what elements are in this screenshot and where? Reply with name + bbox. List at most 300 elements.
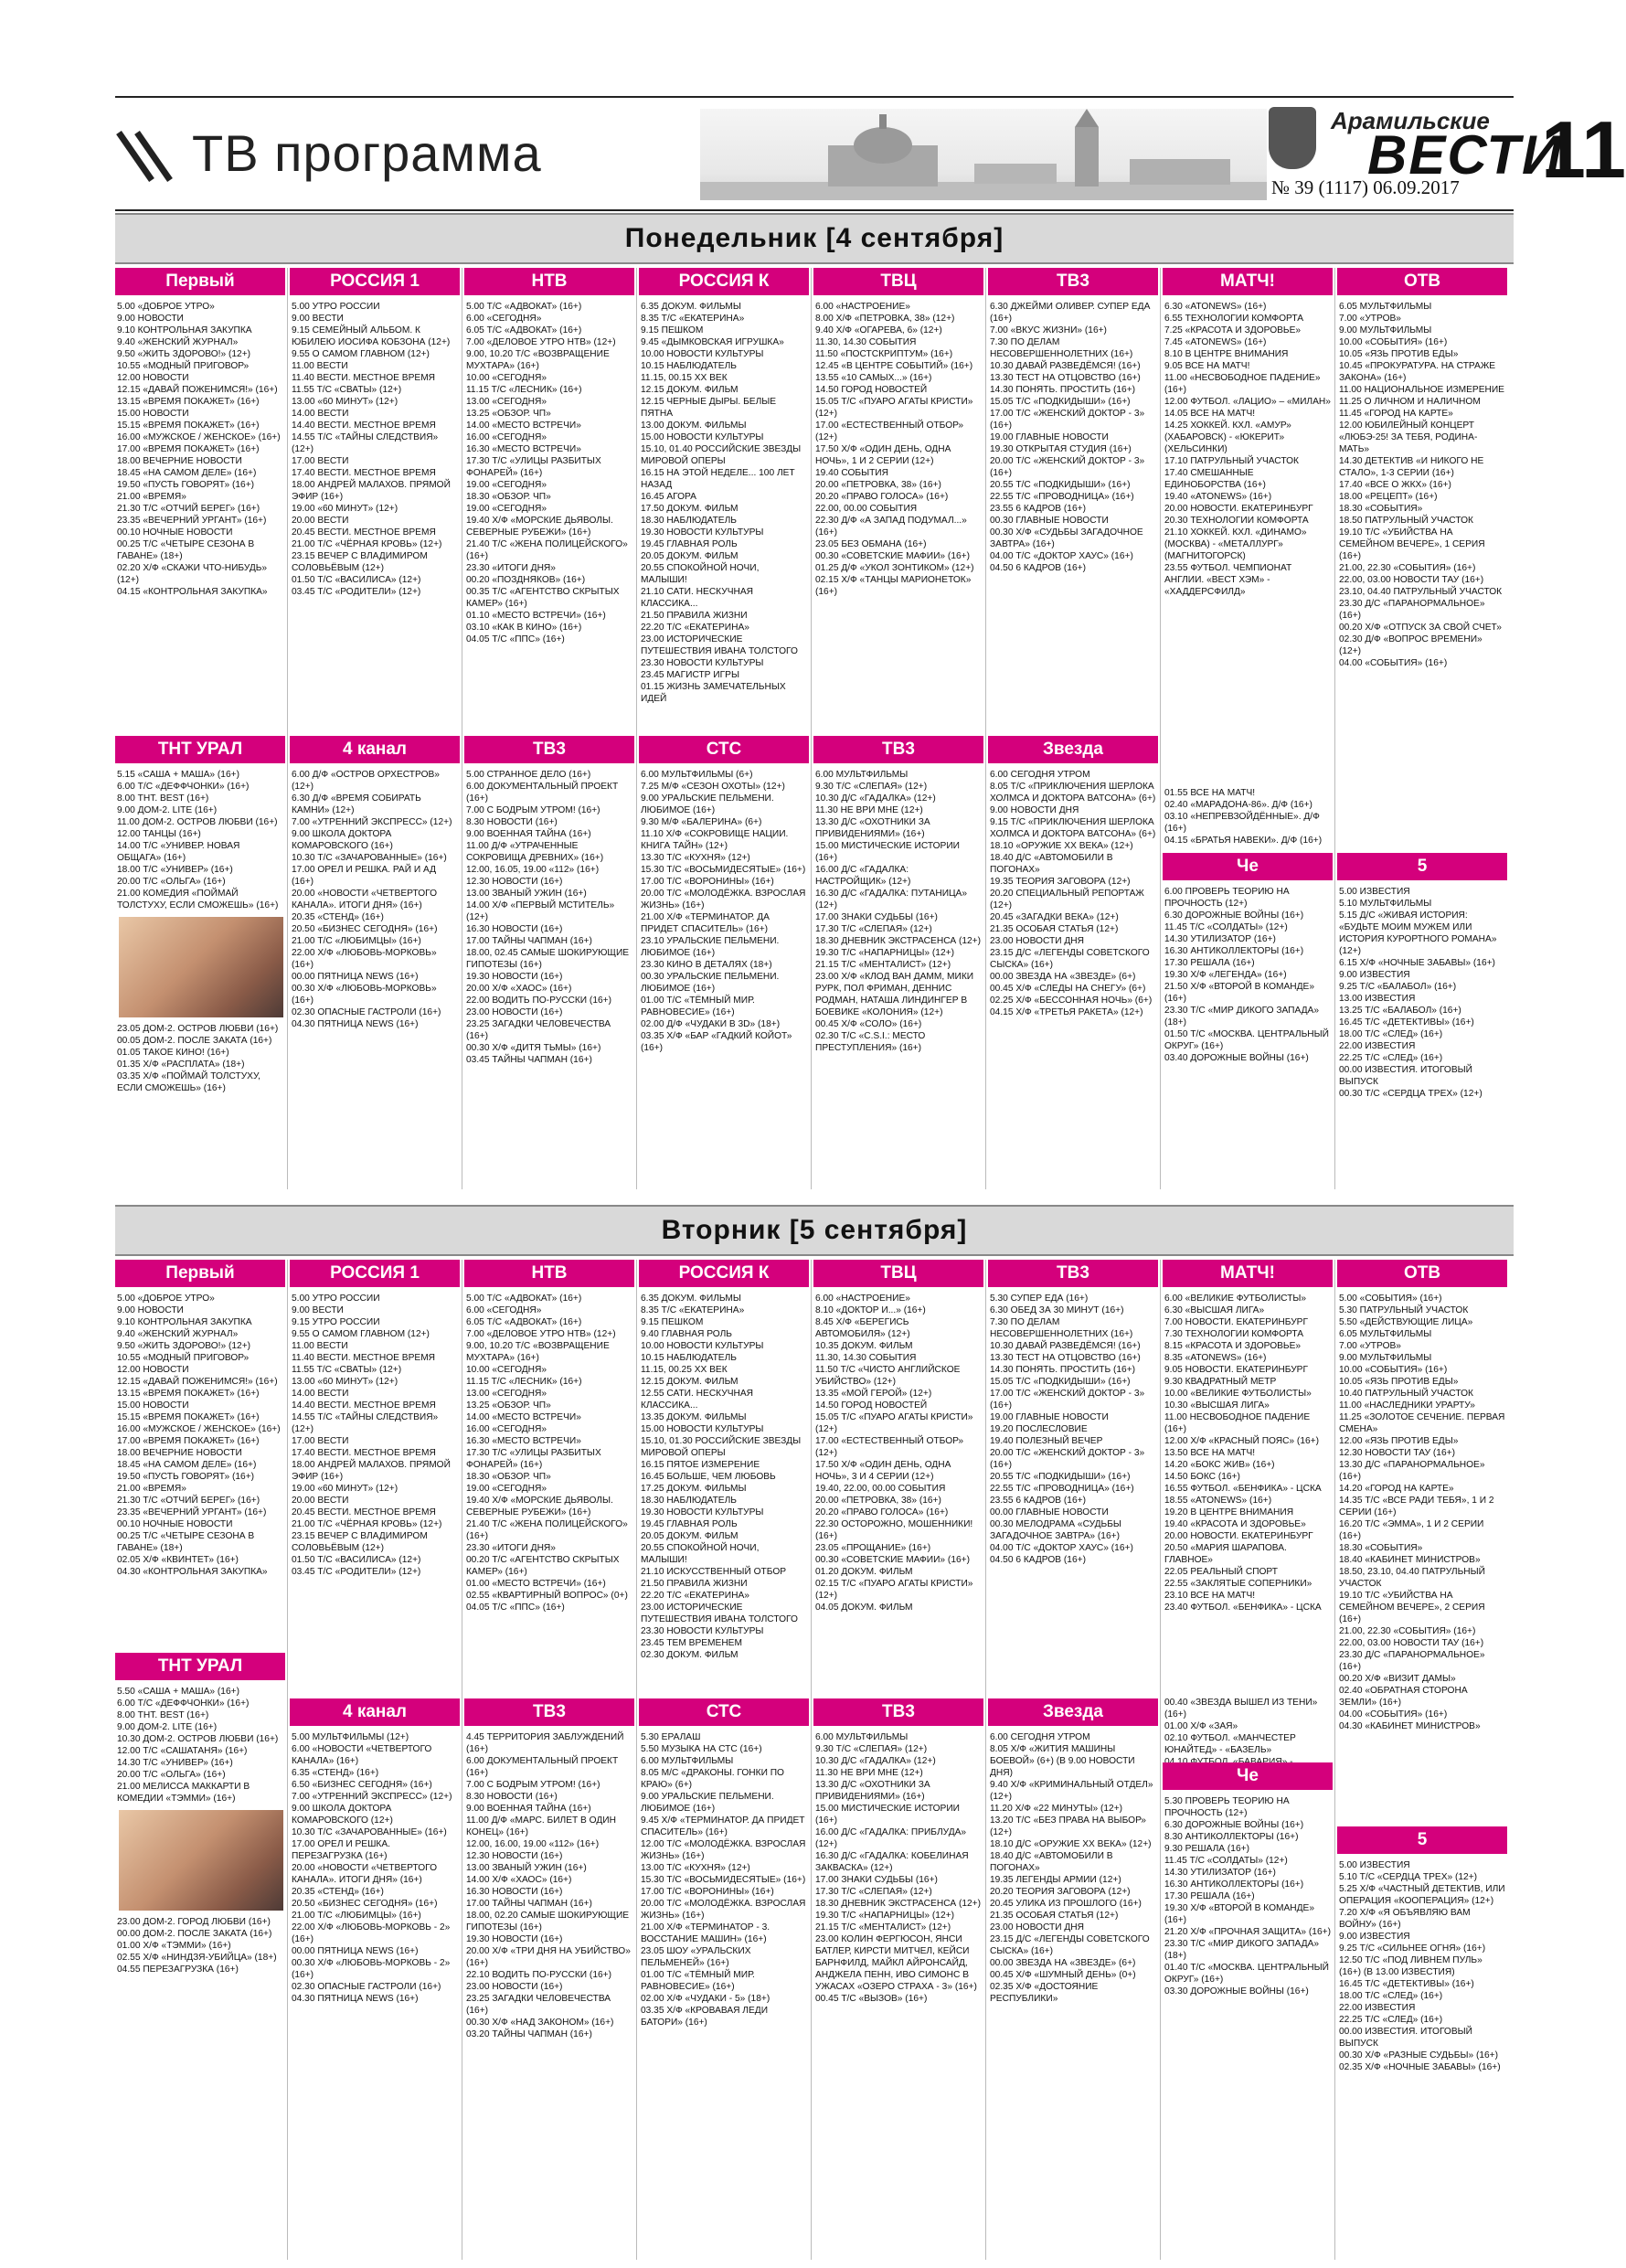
program-item: 11.00 Д/Ф «УТРАЧЕННЫЕ СОКРОВИЩА ДРЕВНИХ» (16+) (466, 841, 604, 863)
program-item: 19.40 Х/Ф «МОРСКИЕ ДЬЯВОЛЫ. СЕВЕРНЫЕ РУБЕЖИ» (16+) (466, 516, 613, 538)
program-item: 12.15 ДОКУМ. ФИЛЬМ (641, 385, 739, 395)
program-list (466, 1293, 632, 1613)
program-item: 13.30 ТЕСТ НА ОТЦОВСТВО (16+) (990, 373, 1141, 383)
program-item: 20.45 «ЗАГАДКИ ВЕКА» (12+) (990, 912, 1119, 922)
program-item: 6.00 ПРОВЕРЬ ТЕОРИЮ НА ПРОЧНОСТЬ (12+) (1164, 887, 1290, 909)
program-item: 9.00 ВОЕННАЯ ТАЙНА (16+) (466, 1804, 591, 1814)
program-item: 7.00 «ВКУС ЖИЗНИ» (16+) (990, 325, 1107, 335)
program-item: 6.30 ОБЕД ЗА 30 МИНУТ (16+) (990, 1305, 1124, 1315)
program-item: 10.40 ПАТРУЛЬНЫЙ УЧАСТОК (1339, 1389, 1473, 1399)
program-item: 18.00 ВЕЧЕРНИЕ НОВОСТИ (117, 456, 242, 466)
program-item: 23.00 ИСТОРИЧЕСКИЕ ПУТЕШЕСТВИЯ ИВАНА ТОЛСТОГО (641, 634, 798, 656)
program-item: 13.00 Т/С «КУХНЯ» (12+) (641, 1863, 750, 1873)
program-item: 19.30 НОВОСТИ КУЛЬТУРЫ (641, 1507, 764, 1517)
program-item: 03.10 «НЕПРЕВЗОЙДЁННЫЕ». Д/Ф (16+) (1164, 812, 1320, 834)
program-item: 8.45 Х/Ф «БЕРЕГИСЬ АВТОМОБИЛЯ» (12+) (815, 1317, 910, 1339)
program-item: 7.20 Х/Ф «Я ОБЪЯВЛЯЮ ВАМ ВОЙНУ» (16+) (1339, 1908, 1471, 1930)
program-item: 11.40 ВЕСТИ. МЕСТНОЕ ВРЕМЯ (292, 373, 436, 383)
program-item: 01.00 Х/Ф «ЗАЯ» (1164, 1721, 1238, 1731)
channel-logo (290, 736, 460, 763)
program-item: 10.05 «ЯЗЬ ПРОТИВ ЕДЫ» (1339, 1377, 1459, 1387)
program-item: 11.45 Т/С «СОЛДАТЫ» (12+) (1164, 922, 1288, 932)
channel-logo (639, 268, 809, 295)
program-item: 23.55 ФУТБОЛ. ЧЕМПИОНАТ АНГЛИИ. «ВЕСТ ХЭМ» - «ХАДДЕРСФИЛД» (1164, 563, 1292, 597)
channel-name: РОССИЯ К (678, 1263, 770, 1283)
program-item: 10.05 «ЯЗЬ ПРОТИВ ЕДЫ» (1339, 349, 1459, 359)
program-item: 12.00 НОВОСТИ (117, 373, 189, 383)
program-item: 03.45 Т/С «РОДИТЕЛИ» (12+) (292, 1567, 421, 1577)
program-item: 20.20 ТЕОРИЯ ЗАГОВОРА (12+) (990, 1887, 1131, 1897)
program-item: 10.15 НАБЛЮДАТЕЛЬ (641, 361, 737, 371)
program-item: 17.00 «ВРЕМЯ ПОКАЖЕТ» (16+) (117, 444, 260, 454)
program-item: 16.30 АНТИКОЛЛЕКТОРЫ (16+) (1164, 946, 1304, 956)
program-item: 10.45 «ПРОКУРАТУРА. НА СТРАЖЕ ЗАКОНА» (16+) (1339, 361, 1496, 383)
program-list (466, 301, 632, 645)
channel-name: СТС (706, 1702, 742, 1721)
program-item: 6.35 «СТЕНД» (16+) (292, 1768, 379, 1778)
program-item: 6.00 ДОКУМЕНТАЛЬНЫЙ ПРОЕКТ (16+) (466, 782, 619, 804)
program-item: 02.15 Т/С «ПУАРО АГАТЫ КРИСТИ» (12+) (815, 1579, 973, 1601)
program-item: 14.40 ВЕСТИ. МЕСТНОЕ ВРЕМЯ (292, 1400, 436, 1411)
day-schedule-monday (115, 268, 1514, 1189)
channel-name: ТВ3 (882, 740, 915, 759)
column-divider (636, 268, 637, 1189)
program-item: 17.50 Х/Ф «ОДИН ДЕНЬ, ОДНА НОЧЬ», 1 И 2 СЕРИИ (12+) (815, 444, 951, 466)
program-item: 00.30 Х/Ф «СУДЬБЫ ЗАГАДОЧНОЕ ЗАВТРА» (16+) (990, 527, 1143, 549)
channel-column (988, 268, 1158, 1189)
channel-name: РОССИЯ 1 (330, 1263, 420, 1283)
program-item: 23.15 Д/С «ЛЕГЕНДЫ СОВЕТСКОГО СЫСКА» (16+) (990, 948, 1150, 970)
channel-logo (639, 736, 809, 763)
channel-block (639, 736, 809, 1054)
program-item: 6.55 ТЕХНОЛОГИИ КОМФОРТА (1164, 314, 1304, 324)
program-item: 19.30 Х/Ф «ВТОРОЙ В КОМАНДЕ» (16+) (1164, 1903, 1315, 1925)
program-item: 8.30 НОВОСТИ (16+) (466, 817, 558, 827)
channel-block (639, 268, 809, 705)
program-item: 5.30 ПРОВЕРЬ ТЕОРИЮ НА ПРОЧНОСТЬ (12+) (1164, 1796, 1290, 1818)
program-item: 21.10 ИСКУССТВЕННЫЙ ОТБОР (641, 1567, 787, 1577)
program-item: 14.50 БОКС (16+) (1164, 1472, 1240, 1482)
program-item: 15.10, 01.40 РОССИЙСКИЕ ЗВЕЗДЫ МИРОВОЙ ОПЕРЫ (641, 444, 802, 466)
program-item: 15.00 МИСТИЧЕСКИЕ ИСТОРИИ (16+) (815, 1804, 960, 1826)
program-item: 11.15, 00.25 ХХ ВЕК (641, 1365, 728, 1375)
channel-column (639, 268, 809, 1189)
film-still-photo (119, 1810, 283, 1911)
program-item: 23.30 Т/С «МИР ДИКОГО ЗАПАДА» (18+) (1164, 1939, 1319, 1961)
program-item: 02.20 Х/Ф «СКАЖИ ЧТО-НИБУДЬ» (12+) (117, 563, 268, 585)
channel-block (988, 1698, 1158, 2005)
program-list (815, 1731, 982, 2005)
program-item: 18.30 «ОБЗОР. ЧП» (466, 492, 551, 502)
program-item: 19.00 ГЛАВНЫЕ НОВОСТИ (990, 432, 1109, 442)
channel-logo (115, 1653, 285, 1680)
program-item: 6.00 Т/С «ДЕФФЧОНКИ» (16+) (117, 782, 250, 792)
program-item: 5.10 Т/С «СЕРДЦА ТРЕХ» (12+) (1339, 1872, 1478, 1882)
channel-block (290, 1698, 460, 2005)
channel-logo (115, 736, 285, 763)
program-item: 9.40 Х/Ф «ОГАРЕВА, 6» (12+) (815, 325, 942, 335)
program-item: 12.00 «ЯЗЬ ПРОТИВ ЕДЫ» (1339, 1436, 1459, 1446)
program-item: 19.35 ТЕОРИЯ ЗАГОВОРА (12+) (990, 877, 1131, 887)
channel-logo (1163, 1260, 1333, 1287)
program-item: 02.55 «КВАРТИРНЫЙ ВОПРОС» (0+) (466, 1591, 628, 1601)
program-list (990, 769, 1156, 1018)
program-item: 11.00 ВЕСТИ (292, 361, 348, 371)
program-item: 17.00 «ЕСТЕСТВЕННЫЙ ОТБОР» (12+) (815, 1436, 964, 1458)
program-item: 19.45 ГЛАВНАЯ РОЛЬ (641, 1519, 738, 1529)
program-list (1339, 886, 1505, 1100)
program-list (117, 1686, 283, 1805)
day-label: Вторник [5 сентября] (661, 1215, 968, 1245)
program-item: 22.00 Х/Ф «ЛЮБОВЬ-МОРКОВЬ» (16+) (292, 948, 437, 970)
channel-name: ТНТ УРАЛ (157, 1656, 243, 1676)
program-item: 21.00, 22.30 «СОБЫТИЯ» (16+) (1339, 1626, 1476, 1636)
program-item: 6.00 СЕГОДНЯ УТРОМ (990, 770, 1090, 780)
program-item: 20.00 НОВОСТИ. ЕКАТЕРИНБУРГ (1164, 1531, 1313, 1541)
program-item: 15.10, 01.30 РОССИЙСКИЕ ЗВЕЗДЫ МИРОВОЙ ОПЕРЫ (641, 1436, 802, 1458)
channel-name: Первый (165, 272, 235, 291)
program-item: 16.00 «МУЖСКОЕ / ЖЕНСКОЕ» (16+) (117, 1424, 281, 1434)
program-item: 18.40 Д/С «АВТОМОБИЛИ В ПОГОНАХ» (990, 1851, 1113, 1873)
program-item: 23.00 НОВОСТИ (16+) (466, 1982, 563, 1992)
program-item: 6.00 «НАСТРОЕНИЕ» (815, 302, 910, 312)
channel-block (115, 1653, 285, 1975)
program-item: 03.45 Т/С «РОДИТЕЛИ» (12+) (292, 587, 421, 597)
program-item: 9.30 Т/С «СЛЕПАЯ» (12+) (815, 782, 928, 792)
channel-block (464, 1260, 634, 1613)
program-item: 22.00, 03.00 НОВОСТИ ТАУ (16+) (1339, 575, 1484, 585)
brand-name-large: ВЕСТИ (1367, 124, 1564, 186)
program-item: 12.00 ФУТБОЛ. «ЛАЦИО» – «МИЛАН» (1164, 397, 1331, 407)
column-divider (811, 1260, 812, 2260)
program-item: 17.00 ЗНАКИ СУДЬБЫ (16+) (815, 912, 938, 922)
program-item: 20.50 «БИЗНЕС СЕГОДНЯ» (16+) (292, 1899, 438, 1909)
program-item: 8.00 ТНТ. BEST (16+) (117, 1710, 209, 1720)
channel-column (1163, 1260, 1333, 2260)
program-item: 13.30 Д/С «ПАРАНОРМАЛЬНОЕ» (16+) (1339, 1460, 1485, 1482)
program-item: 6.30 ДОРОЖНЫЕ ВОЙНЫ (16+) (1164, 1820, 1304, 1830)
program-item: 01.40 Т/С «МОСКВА. ЦЕНТРАЛЬНЫЙ ОКРУГ» (16+) (1164, 1963, 1329, 1985)
column-divider (985, 1260, 986, 2260)
program-item: 13.25 «ОБЗОР. ЧП» (466, 1400, 551, 1411)
program-item: 20.00 ВЕСТИ (292, 516, 349, 526)
channel-block (988, 268, 1158, 574)
program-item: 20.35 «СТЕНД» (16+) (292, 912, 384, 922)
program-item: 00.30 Х/Ф «РАЗНЫЕ СУДЬБЫ» (16+) (1339, 2050, 1499, 2060)
program-item: 20.55 Т/С «ПОДКИДЫШИ» (16+) (990, 480, 1131, 490)
program-item: 12.00 Х/Ф «КРАСНЫЙ ПОЯС» (16+) (1164, 1436, 1319, 1446)
program-item: 14.00 Т/С «УНИВЕР. НОВАЯ ОБЩАГА» (16+) (117, 841, 240, 863)
program-item: 5.30 ПАТРУЛЬНЫЙ УЧАСТОК (1339, 1305, 1469, 1315)
program-item: 5.50 МУЗЫКА НА СТС (16+) (641, 1744, 762, 1754)
program-item: 9.50 «ЖИТЬ ЗДОРОВО!» (12+) (117, 1341, 251, 1351)
program-item: 22.00, 00.00 СОБЫТИЯ (815, 504, 918, 514)
channel-logo (813, 1260, 983, 1287)
channel-logo (639, 1260, 809, 1287)
program-item: 20.05 ДОКУМ. ФИЛЬМ (641, 551, 739, 561)
program-item: 9.15 Т/С «ПРИКЛЮЧЕНИЯ ШЕРЛОКА ХОЛМСА И ДОКТОРА ВАТСОНА» (6+) (990, 817, 1156, 839)
program-item: 23.30 «ИТОГИ ДНЯ» (466, 1543, 556, 1553)
program-item: 9.10 КОНТРОЛЬНАЯ ЗАКУПКА (117, 325, 252, 335)
program-item: 22.25 Т/С «СЛЕД» (16+) (1339, 2015, 1443, 2025)
program-item: 20.45 УЛИКА ИЗ ПРОШЛОГО (16+) (990, 1899, 1142, 1909)
channel-name: МАТЧ! (1220, 272, 1275, 291)
channel-block (464, 736, 634, 1066)
program-item: 20.45 ВЕСТИ. МЕСТНОЕ ВРЕМЯ (292, 527, 436, 538)
program-item: 02.15 Х/Ф «ТАНЦЫ МАРИОНЕТОК» (16+) (815, 575, 972, 597)
program-item: 14.00 ВЕСТИ (292, 1389, 349, 1399)
program-item: 00.30 ГЛАВНЫЕ НОВОСТИ (990, 516, 1109, 526)
program-item: 00.35 Т/С «АГЕНТСТВО СКРЫТЫХ КАМЕР» (16+) (466, 587, 620, 609)
program-item: 5.50 «ДЕЙСТВУЮЩИЕ ЛИЦА» (1339, 1317, 1473, 1327)
program-item: 20.45 ВЕСТИ. МЕСТНОЕ ВРЕМЯ (292, 1507, 436, 1517)
program-item: 22.00 ВОДИТЬ ПО-РУССКИ (16+) (466, 996, 611, 1006)
channel-block (290, 268, 460, 598)
program-item: 5.15 «САША + МАША» (16+) (117, 770, 239, 780)
program-item: 12.15 ДОКУМ. ФИЛЬМ (641, 1377, 739, 1387)
program-item: 9.00, 10.20 Т/С «ВОЗВРАЩЕНИЕ МУХТАРА» (16+) (466, 1341, 610, 1363)
program-item: 21.50 ПРАВИЛА ЖИЗНИ (641, 1579, 748, 1589)
program-item: 13.00 «СЕГОДНЯ» (466, 1389, 547, 1399)
program-item: 15.15 «ВРЕМЯ ПОКАЖЕТ» (16+) (117, 1412, 260, 1422)
program-item: 18.00 Т/С «УНИВЕР» (16+) (117, 865, 233, 875)
program-list (292, 1731, 458, 2005)
program-item: 7.30 ПО ДЕЛАМ НЕСОВЕРШЕННОЛЕТНИХ (16+) (990, 337, 1133, 359)
program-item: 12.50 Т/С «ПОД ЛИВНЕМ ПУЛЬ» (16+) (В 13.00 ИЗВЕСТИЯ) (1339, 1955, 1483, 1977)
program-item: 13.00 ИЗВЕСТИЯ (1339, 994, 1416, 1004)
program-item: 00.45 Х/Ф «ШУМНЫЙ ДЕНЬ» (0+) (990, 1970, 1136, 1980)
column-divider (287, 268, 288, 1189)
program-item: 17.40 ВЕСТИ. МЕСТНОЕ ВРЕМЯ (292, 1448, 436, 1458)
program-item: 20.00 Т/С «ОЛЬГА» (16+) (117, 877, 226, 887)
program-item: 01.50 Т/С «ВАСИЛИСА» (12+) (292, 575, 421, 585)
program-item: 13.25 Т/С «БАЛАБОЛ» (16+) (1339, 1006, 1461, 1016)
channel-block (1163, 1762, 1333, 1997)
channel-block (639, 1260, 809, 1661)
program-item: 01.55 ВСЕ НА МАТЧ! (1164, 788, 1256, 798)
program-item: 22.25 Т/С «СЛЕД» (16+) (1339, 1053, 1443, 1063)
program-item: 9.30 КВАДРАТНЫЙ МЕТР (1164, 1377, 1277, 1387)
program-item: 15.00 НОВОСТИ (117, 409, 189, 419)
program-item: 15.00 НОВОСТИ (117, 1400, 189, 1411)
program-item: 23.00 НОВОСТИ ДНЯ (990, 936, 1084, 946)
page-header (115, 96, 1626, 211)
program-item: 02.25 Х/Ф «БЕССОННАЯ НОЧЬ» (6+) (990, 996, 1153, 1006)
program-item: 15.05 Т/С «ПУАРО АГАТЫ КРИСТИ» (12+) (815, 1412, 973, 1434)
program-item: 19.30 ОТКРЫТАЯ СТУДИЯ (16+) (990, 444, 1132, 454)
program-item: 02.30 Т/С «C.S.I.: МЕСТО ПРЕСТУПЛЕНИЯ» (16+) (815, 1031, 926, 1053)
channel-block (464, 1698, 634, 2040)
channel-column (1163, 268, 1333, 1189)
program-item: 11.15 Т/С «ЛЕСНИК» (16+) (466, 385, 582, 395)
program-item: 7.00 «УТРЕННИЙ ЭКСПРЕСС» (12+) (292, 1792, 452, 1802)
program-item: 02.00 Д/Ф «ЧУДАКИ В 3D» (18+) (641, 1019, 781, 1029)
program-item: 9.50 «ЖИТЬ ЗДОРОВО!» (12+) (117, 349, 251, 359)
program-item: 7.00 НОВОСТИ. ЕКАТЕРИНБУРГ (1164, 1317, 1308, 1327)
program-item: 13.00 ДОКУМ. ФИЛЬМЫ (641, 421, 747, 431)
program-item: 19.00 «60 МИНУТ» (12+) (292, 504, 399, 514)
program-item: 7.25 М/Ф «СЕЗОН ОХОТЫ» (12+) (641, 782, 785, 792)
town-crest-icon (1269, 107, 1316, 169)
program-item: 20.55 Т/С «ПОДКИДЫШИ» (16+) (990, 1472, 1131, 1482)
program-item: 9.25 Т/С «БАЛАБОЛ» (16+) (1339, 982, 1457, 992)
program-item: 01.25 Д/Ф «УКОЛ ЗОНТИКОМ» (12+) (815, 563, 974, 573)
program-item: 04.30 ПЯТНИЦА NEWS (16+) (292, 1019, 419, 1029)
program-item: 23.25 ЗАГАДКИ ЧЕЛОВЕЧЕСТВА (16+) (466, 1994, 611, 2016)
program-item: 21.10 САТИ. НЕСКУЧНАЯ КЛАССИКА... (641, 587, 753, 609)
program-list (292, 301, 458, 598)
program-item: 00.00 ЗВЕЗДА НА «ЗВЕЗДЕ» (6+) (990, 972, 1136, 982)
program-item: 01.00 Х/Ф «ТЭММИ» (16+) (117, 1941, 231, 1951)
program-item: 23.45 МАГИСТР ИГРЫ (641, 670, 739, 680)
program-item: 21.00 Т/С «ЛЮБИМЦЫ» (16+) (292, 1911, 421, 1921)
channel-name: ТВЦ (880, 272, 917, 291)
program-item: 11.50 «ПОСТСКРИПТУМ» (16+) (815, 349, 953, 359)
program-list (990, 301, 1156, 574)
program-item: 9.45 «ДЫМКОВСКАЯ ИГРУШКА» (641, 337, 784, 347)
program-item: 02.40 «ОБРАТНАЯ СТОРОНА ЗЕМЛИ» (16+) (1339, 1686, 1468, 1708)
program-item: 9.00 НОВОСТИ (117, 1305, 184, 1315)
program-item: 11.30, 14.30 СОБЫТИЯ (815, 1353, 917, 1363)
program-item: 16.45 Т/С «ДЕТЕКТИВЫ» (16+) (1339, 1017, 1474, 1028)
program-item: 17.00 ЗНАКИ СУДЬБЫ (16+) (815, 1875, 938, 1885)
program-item: 16.30 «МЕСТО ВСТРЕЧИ» (466, 444, 581, 454)
program-item: 02.35 Х/Ф «ДОСТОЯНИЕ РЕСПУБЛИКИ» (990, 1982, 1099, 2004)
program-item: 10.35 ДОКУМ. ФИЛЬМ (815, 1341, 913, 1351)
program-item: 18.40 Д/С «АВТОМОБИЛИ В ПОГОНАХ» (990, 853, 1113, 875)
program-item: 04.05 Т/С «ППС» (16+) (466, 1603, 565, 1613)
channel-block (639, 1698, 809, 2028)
program-item: 03.10 «КАК В КИНО» (16+) (466, 623, 582, 633)
program-item: 11.15 Т/С «ЛЕСНИК» (16+) (466, 1377, 582, 1387)
program-item: 11.15, 00.15 ХХ ВЕК (641, 373, 728, 383)
program-item: 19.40 «ATONEWS» (16+) (1164, 492, 1272, 502)
program-item: 22.55 Т/С «ПРОВОДНИЦА» (16+) (990, 1484, 1134, 1494)
channel-column (639, 1260, 809, 2260)
program-item: 9.00 ВЕСТИ (292, 314, 344, 324)
program-item: 23.15 Д/С «ЛЕГЕНДЫ СОВЕТСКОГО СЫСКА» (16+) (990, 1934, 1150, 1956)
program-item: 19.20 В ЦЕНТРЕ ВНИМАНИЯ (1164, 1507, 1294, 1517)
program-item: 10.30 ДАВАЙ РАЗВЕДЁМСЯ! (16+) (990, 361, 1141, 371)
program-item: 18.00 «РЕЦЕПТ» (16+) (1339, 492, 1438, 502)
program-item: 17.50 ДОКУМ. ФИЛЬМ (641, 504, 739, 514)
program-item: 21.30 Т/С «ОТЧИЙ БЕРЕГ» (16+) (117, 1496, 260, 1506)
program-list (1164, 886, 1331, 1064)
program-item: 18.00, 02.20 САМЫЕ ШОКИРУЮЩИЕ ГИПОТЕЗЫ (16+) (466, 1911, 630, 1933)
program-item: 9.00 НОВОСТИ (117, 314, 184, 324)
column-divider (985, 268, 986, 1189)
program-item: 9.25 Т/С «СИЛЬНЕЕ ОГНЯ» (16+) (1339, 1943, 1486, 1954)
program-item: 8.15 «КРАСОТА И ЗДОРОВЬЕ» (1164, 1341, 1302, 1351)
program-item: 14.00 Х/Ф «ХАОС» (16+) (466, 1875, 572, 1885)
program-item: 23.30 Т/С «МИР ДИКОГО ЗАПАДА» (18+) (1164, 1006, 1319, 1028)
program-item: 21.15 Т/С «МЕНТАЛИСТ» (12+) (815, 1922, 951, 1933)
program-item: 5.00 ИЗВЕСТИЯ (1339, 1860, 1410, 1870)
program-item: 17.30 РЕШАЛА (16+) (1164, 1891, 1255, 1901)
program-item: 04.30 ПЯТНИЦА NEWS (16+) (292, 1994, 419, 2004)
program-item: 19.40 ПОЛЕЗНЫЙ ВЕЧЕР (990, 1436, 1103, 1446)
program-item: 9.00 ИЗВЕСТИЯ (1339, 970, 1410, 980)
channel-column (1337, 1260, 1507, 2260)
program-list (1339, 301, 1505, 669)
program-item: 12.15 «ДАВАЙ ПОЖЕНИМСЯ!» (16+) (117, 385, 278, 395)
program-item: 15.05 Т/С «ПУАРО АГАТЫ КРИСТИ» (12+) (815, 397, 973, 419)
program-item: 12.00 ЮБИЛЕЙНЫЙ КОНЦЕРТ «ЛЮБЭ-25! ЗА ТЕБЯ, РОДИНА-МАТЬ» (1339, 421, 1478, 454)
channel-logo (1163, 853, 1333, 880)
program-item: 15.05 Т/С «ПОДКИДЫШИ» (16+) (990, 397, 1131, 407)
program-list (1339, 1859, 1505, 2073)
program-item: 20.55 СПОКОЙНОЙ НОЧИ, МАЛЫШИ! (641, 563, 760, 585)
channel-name: РОССИЯ К (678, 272, 770, 291)
program-item: 11.00 НАЦИОНАЛЬНОЕ ИЗМЕРЕНИЕ (1339, 385, 1504, 395)
channel-name: Че (1237, 1766, 1259, 1785)
program-item: 6.15 Х/Ф «НОЧНЫЕ ЗАБАВЫ» (16+) (1339, 958, 1495, 968)
program-item: 14.20 «ГОРОД НА КАРТЕ» (1339, 1484, 1454, 1494)
program-item: 21.00 КОМЕДИЯ «ПОЙМАЙ ТОЛСТУХУ, ЕСЛИ СМОЖЕШЬ» (16+) (117, 889, 279, 910)
program-item: 18.00 Т/С «СЛЕД» (16+) (1339, 1029, 1443, 1039)
program-item: 6.00 Т/С «ДЕФФЧОНКИ» (16+) (117, 1698, 250, 1709)
program-item: 11.00 НЕСВОБОДНОЕ ПАДЕНИЕ (16+) (1164, 1412, 1311, 1434)
program-item: 23.05 ДОМ-2. ОСТРОВ ЛЮБВИ (16+) (117, 1024, 279, 1034)
channel-name: ТВ3 (882, 1702, 915, 1721)
program-item: 22.20 Т/С «ЕКАТЕРИНА» (641, 1591, 749, 1601)
program-item: 15.15 «ВРЕМЯ ПОКАЖЕТ» (16+) (117, 421, 260, 431)
program-item: 20.00 Т/С «МОЛОДЁЖКА. ВЗРОСЛАЯ ЖИЗНЬ» (16+) (641, 1899, 806, 1921)
channel-name: ТВ3 (1057, 1263, 1089, 1283)
program-item: 5.00 УТРО РОССИИ (292, 1294, 380, 1304)
program-item: 14.30 ПОНЯТЬ. ПРОСТИТЬ (16+) (990, 1365, 1136, 1375)
program-item: 19.10 Т/С «УБИЙСТВА НА СЕМЕЙНОМ ВЕЧЕРЕ», 2 СЕРИЯ (16+) (1339, 1591, 1485, 1624)
program-item: 04.15 «БРАТЬЯ НАВЕКИ». Д/Ф (16+) (1164, 836, 1323, 846)
program-item: 21.40 Т/С «ЖЕНА ПОЛИЦЕЙСКОГО» (16+) (466, 1519, 628, 1541)
program-item: 5.30 ЕРАЛАШ (641, 1732, 701, 1742)
program-item: 9.00 МУЛЬТФИЛЬМЫ (1339, 1353, 1432, 1363)
program-item: 20.00 «НОВОСТИ «ЧЕТВЕРТОГО КАНАЛА». ИТОГИ ДНЯ» (16+) (292, 1863, 438, 1885)
program-item: 20.00 «НОВОСТИ «ЧЕТВЕРТОГО КАНАЛА». ИТОГИ ДНЯ» (16+) (292, 889, 438, 910)
program-item: 22.00 ИЗВЕСТИЯ (1339, 1041, 1416, 1051)
program-item: 13.00 «СЕГОДНЯ» (466, 397, 547, 407)
program-item: 14.00 Х/Ф «ПЕРВЫЙ МСТИТЕЛЬ» (12+) (466, 900, 615, 922)
program-item: 22.20 Т/С «ЕКАТЕРИНА» (641, 623, 749, 633)
program-item: 10.30 ДАВАЙ РАЗВЕДЁМСЯ! (16+) (990, 1341, 1141, 1351)
program-item: 19.40 СОБЫТИЯ (815, 468, 888, 478)
program-item: 23.30 «ИТОГИ ДНЯ» (466, 563, 556, 573)
program-list (466, 769, 632, 1066)
issue-number: № 39 (1117) 06.09.2017 (1271, 176, 1460, 198)
program-item: 18.10 «ОРУЖИЕ ХХ ВЕКА» (12+) (990, 841, 1133, 851)
program-item: 9.45 Х/Ф «ТЕРМИНАТОР. ДА ПРИДЕТ СПАСИТЕЛЬ» (16+) (641, 1815, 805, 1837)
channel-block (115, 736, 285, 1094)
program-item: 00.25 Т/С «ЧЕТЫРЕ СЕЗОНА В ГАВАНЕ» (18+) (117, 539, 255, 561)
program-item: 5.00 СТРАННОЕ ДЕЛО (16+) (466, 770, 591, 780)
channel-column (464, 1260, 634, 2260)
program-item: 6.00 МУЛЬТФИЛЬМЫ (815, 1732, 909, 1742)
program-item: 6.00 «ВЕЛИКИЕ ФУТБОЛИСТЫ» (1164, 1294, 1307, 1304)
program-item: 04.30 «КАБИНЕТ МИНИСТРОВ» (1339, 1721, 1481, 1731)
program-item: 6.05 МУЛЬТФИЛЬМЫ (1339, 302, 1432, 312)
program-item: 19.00 «60 МИНУТ» (12+) (292, 1484, 399, 1494)
column-divider (636, 1260, 637, 2260)
program-item: 00.20 Х/Ф «ОТПУСК ЗА СВОЙ СЧЕТ» (1339, 623, 1502, 633)
channel-block (1163, 853, 1333, 1064)
program-item: 02.30 ОПАСНЫЕ ГАСТРОЛИ (16+) (292, 1982, 441, 1992)
program-item: 23.15 ВЕЧЕР С ВЛАДИМИРОМ СОЛОВЬЁВЫМ (12+) (292, 551, 428, 573)
program-item: 00.00 ИЗВЕСТИЯ. ИТОГОВЫЙ ВЫПУСК (1339, 1065, 1472, 1087)
program-item: 14.30 УТИЛИЗАТОР (16+) (1164, 1868, 1276, 1878)
program-list (1164, 1795, 1331, 1997)
program-list (990, 1731, 1156, 2005)
program-item: 16.30 «МЕСТО ВСТРЕЧИ» (466, 1436, 581, 1446)
